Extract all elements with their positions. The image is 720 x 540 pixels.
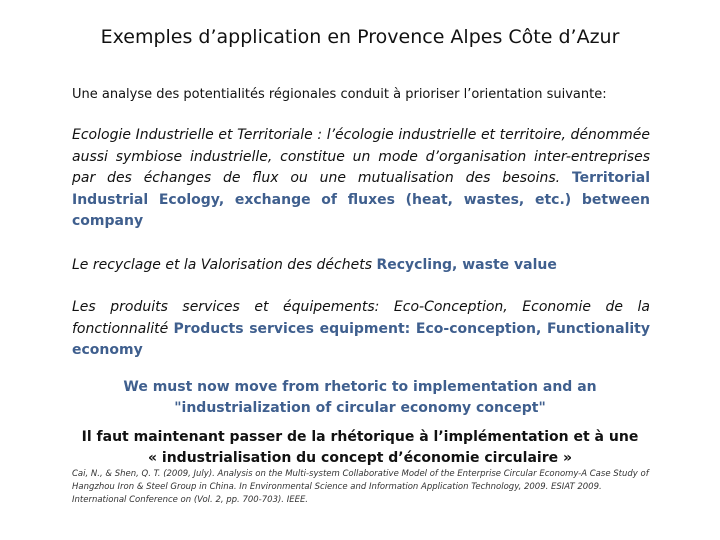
reference-citation: Cai, N., & Shen, Q. T. (2009, July). Analysis on the Multi-system Collaborative Model of the Enterprise Circular Economy-A Case Study of Hangzhou Iron & Steel Group in China. In Environmental Science and Information Application Technology, 2009. ESIAT 2009. International Conference on (Vol. 2, pp. 700-703). IEEE. xyxy=(72,469,649,505)
item-en-text: Recycling, waste value xyxy=(376,257,557,273)
statement-french: Il faut maintenant passer de la rhétorique à l’implémentation et à une « industrialisation du concept d’économie circulaire » xyxy=(81,429,639,466)
item-products-services xyxy=(72,297,650,362)
page-title: Exemples d’application en Provence Alpes Côte d’Azur xyxy=(100,26,620,48)
item-fr-text: Ecologie Industrielle et Territoriale : l’écologie industrielle et territoire, dénommée aussi symbiose industrielle, constitue un mode d’organisation inter-entreprises par des échanges de flux ou une mutualisation des besoins. xyxy=(72,127,650,186)
statement-english: We must now move from rhetoric to implementation and an "industrialization of circular economy concept" xyxy=(123,379,597,416)
item-en-text: Products services equipment: Eco-conception, Functionality economy xyxy=(72,320,650,358)
item-fr-text: Le recyclage et la Valorisation des déchets xyxy=(72,257,373,273)
item-fr-text: Les produits services et équipements: Eco-Conception, Economie de la fonctionnalité xyxy=(72,299,650,337)
item-industrial-ecology xyxy=(72,125,650,233)
item-recycling xyxy=(72,255,650,277)
intro-text: Une analyse des potentialités régionales conduit à prioriser l’orientation suivante: xyxy=(72,87,607,102)
item-en-text: Territorial Industrial Ecology, exchange of fluxes (heat, wastes, etc.) between company xyxy=(72,170,650,229)
